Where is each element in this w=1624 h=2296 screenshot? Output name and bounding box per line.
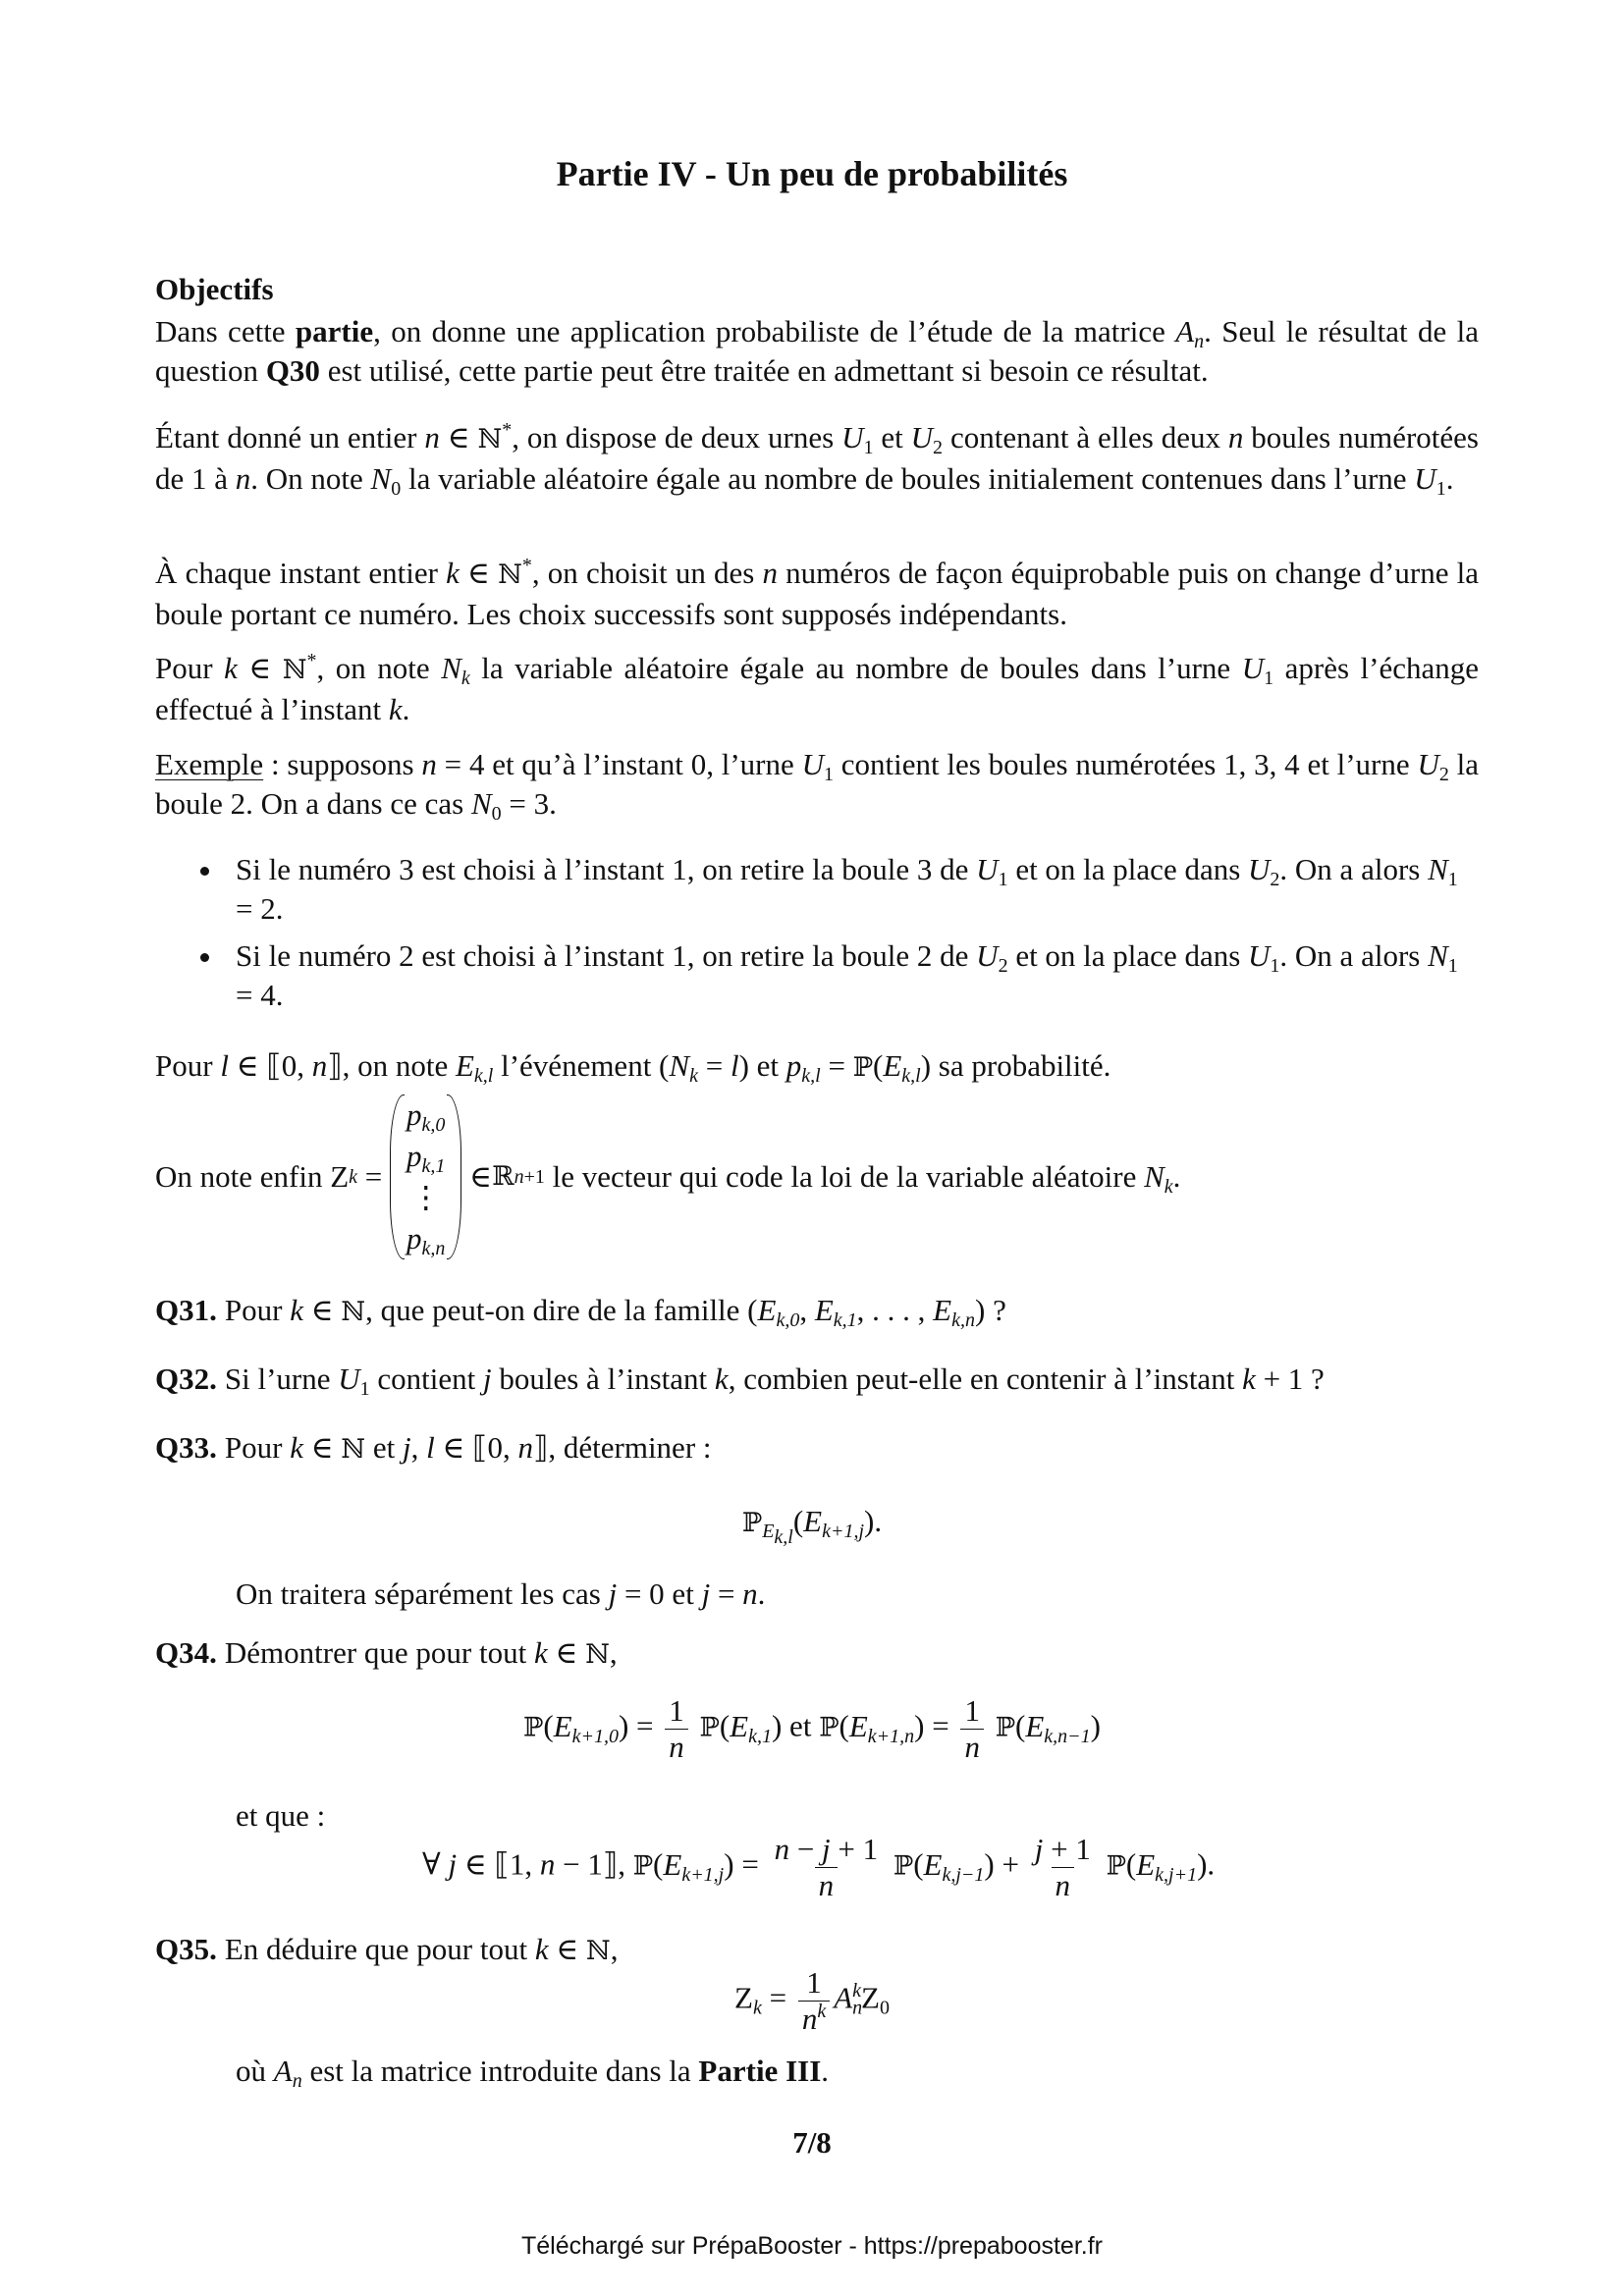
example-paragraph: Exemple : supposons n = 4 et qu’à l’instant 0, l’urne $U_1$ contient les boules numérotées 1, 3, 4 et l’urne $U_2$ la boule 2. On a dans ce cas $N_0 = 3$. (155, 747, 1480, 825)
q34-connector: et que : (236, 1798, 326, 1833)
question-q33: Q33. Pour k ∈ ℕ et j, l ∈ ⟦0, n⟧, déterminer : (155, 1430, 712, 1465)
vector-definition: On note enfin Z k = $p_{k,0}$ $p_{k,1}$ ⋮ $p_{k,n}$ ∈ ℝ n+1 le vecteur qui code la loi de la variable aléatoire $N_k$ . (155, 1095, 1479, 1259)
question-q34: Q34. Démontrer que pour tout k ∈ ℕ, (155, 1635, 618, 1670)
list-item: Si le numéro 2 est choisi à l’instant 1, on retire la boule 2 de $U_2$ et on la place dans $U_1$. On a alors $N_1 = 4$. (196, 936, 1479, 1015)
q33-formula: $ℙ_{E_{k,l}}(E_{k+1,j})$. (741, 1504, 883, 1548)
intro-paragraph-draws: À chaque instant entier k ∈ ℕ*, on choisit un des n numéros de façon équiprobable puis on change d’urne la boule portant ce numéro. Les choix successifs sont supposés indépendants. (155, 555, 1480, 631)
q33-note: On traitera séparément les cas j = 0 et j = n. (236, 1576, 766, 1611)
objectives-paragraph: Dans cette partie, on donne une application probabiliste de l’étude de la matrice $A_n$. Seul le résultat de la question Q30 est utilisé, cette partie peut être traitée en admettant si besoin ce résultat. (155, 314, 1479, 388)
column-vector: $p_{k,0}$ $p_{k,1}$ ⋮ $p_{k,n}$ (390, 1095, 461, 1259)
intro-paragraph-urns: Étant donné un entier n ∈ ℕ*, on dispose de deux urnes $U_1$ et $U_2$ contenant à elles deux n boules numérotées de 1 à n. On note $N_0$ la variable aléatoire égale au nombre de boules initialement contenues dans l’urne $U_1$. (155, 419, 1479, 500)
example-label: Exemple (155, 747, 264, 781)
intro-paragraph-nk: Pour k ∈ ℕ*, on note $N_k$ la variable aléatoire égale au nombre de boules dans l’urne $U_1$ après l’échange effectué à l’instant k. (155, 650, 1479, 726)
objectives-heading: Objectifs (155, 272, 274, 306)
events-definition: Pour l ∈ ⟦0, n⟧, on note $E_{k,l}$ l’événement $(N_k = l)$ et $p_{k,l}$ = $ℙ(E_{k,l})$ sa probabilité. (155, 1048, 1111, 1087)
question-q31: Q31. Pour k ∈ ℕ, que peut-on dire de la famille ($E_{k,0}$, $E_{k,1}$, . . . , $E_{k,n}$) ? (155, 1293, 1006, 1331)
q35-note: où $A_n$ est la matrice introduite dans la Partie III. (236, 2054, 830, 2092)
q34-formula-recurrence: ∀ j ∈ ⟦1, n − 1⟧, $ℙ(E_{k+1,j})$ = $\frac{n - j + 1}{n}$ $ℙ(E_{k,j-1})$ + $\frac{j + 1}{n}$ $ℙ(E_{k,j+1})$. (422, 1832, 1216, 1902)
q34-formula-boundary: $ℙ(E_{k+1,0})$ = $\frac{1}{n}$ $ℙ(E_{k,1})$ et $ℙ(E_{k+1,n})$ = $\frac{1}{n}$ $ℙ(E_{k,n-1})$ (523, 1693, 1101, 1764)
example-bullet-list (196, 850, 1479, 1023)
question-q35: Q35. En déduire que pour tout k ∈ ℕ, (155, 1932, 619, 1966)
page-number: 7/8 (792, 2125, 832, 2160)
section-title: Partie IV - Un peu de probabilités (556, 154, 1068, 193)
q35-formula: $Z_k$ = $\frac{1}{n^k}$ $A_n^kZ_0$ (734, 1965, 890, 2036)
question-q32: Q32. Si l’urne $U_1$ contient j boules à l’instant k, combien peut-elle en contenir à l’instant k + 1 ? (155, 1362, 1325, 1400)
download-footer: Téléchargé sur PrépaBooster - https://prepabooster.fr (521, 2232, 1103, 2260)
list-item: Si le numéro 3 est choisi à l’instant 1, on retire la boule 3 de $U_1$ et on la place dans $U_2$. On a alors $N_1 = 2$. (196, 850, 1479, 929)
